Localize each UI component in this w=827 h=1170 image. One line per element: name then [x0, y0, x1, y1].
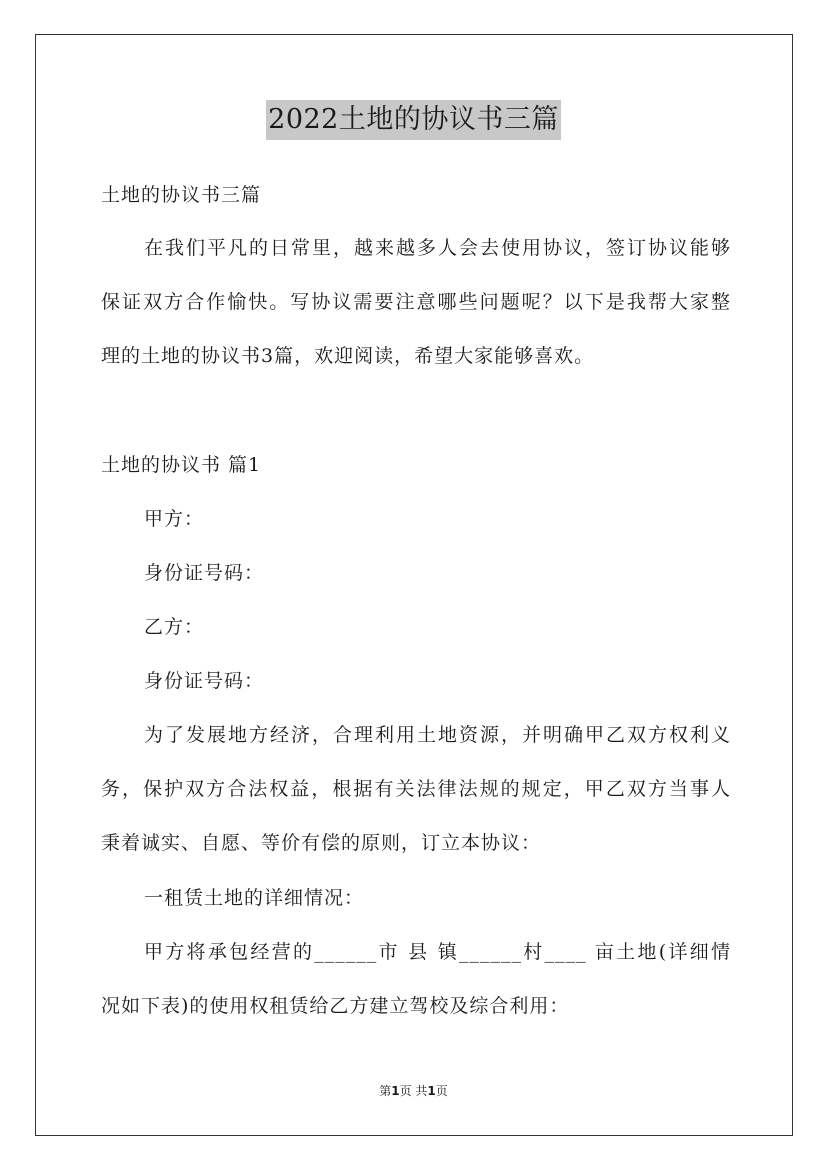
party-b-id-label: 身份证号码：	[144, 670, 265, 692]
intro-line-3: 理的土地的协议书3篇，欢迎阅读，希望大家能够喜欢。	[101, 345, 595, 367]
party-a-label: 甲方：	[144, 508, 205, 530]
section-heading: 土地的协议书 篇1	[101, 454, 262, 476]
intro-line-1: 在我们平凡的日常里，越来越多人会去使用协议，签订协议能够	[144, 237, 731, 259]
intro-line-2: 保证双方合作愉快。写协议需要注意哪些问题呢？以下是我帮大家整	[101, 291, 731, 313]
footer-page-suffix: 页 共	[399, 1084, 428, 1098]
purpose-line-2: 务，保护双方合法权益，根据有关法律法规的规定，甲乙双方当事人	[101, 778, 731, 800]
footer-total-pages: 1	[427, 1084, 436, 1098]
purpose-line-1: 为了发展地方经济，合理利用土地资源，并明确甲乙双方权利义	[144, 724, 731, 746]
clause-1-heading: 一租赁土地的详细情况：	[144, 887, 365, 909]
footer-page-label: 第	[379, 1084, 392, 1098]
footer-total-suffix: 页	[435, 1084, 448, 1098]
page-footer	[0, 1082, 827, 1100]
party-b-label: 乙方：	[144, 616, 205, 638]
title-container	[0, 100, 827, 140]
document-title: 2022土地的协议书三篇	[266, 100, 561, 140]
clause-1-line-1: 甲方将承包经营的______市 县 镇______村____ 亩土地(详细情	[144, 941, 731, 963]
clause-1-line-2: 况如下表)的使用权租赁给乙方建立驾校及综合利用：	[101, 995, 570, 1017]
purpose-line-3: 秉着诚实、自愿、等价有偿的原则，订立本协议：	[101, 832, 542, 854]
document-subtitle: 土地的协议书三篇	[101, 184, 262, 206]
footer-page-number: 1	[391, 1084, 400, 1098]
party-a-id-label: 身份证号码：	[144, 562, 265, 584]
